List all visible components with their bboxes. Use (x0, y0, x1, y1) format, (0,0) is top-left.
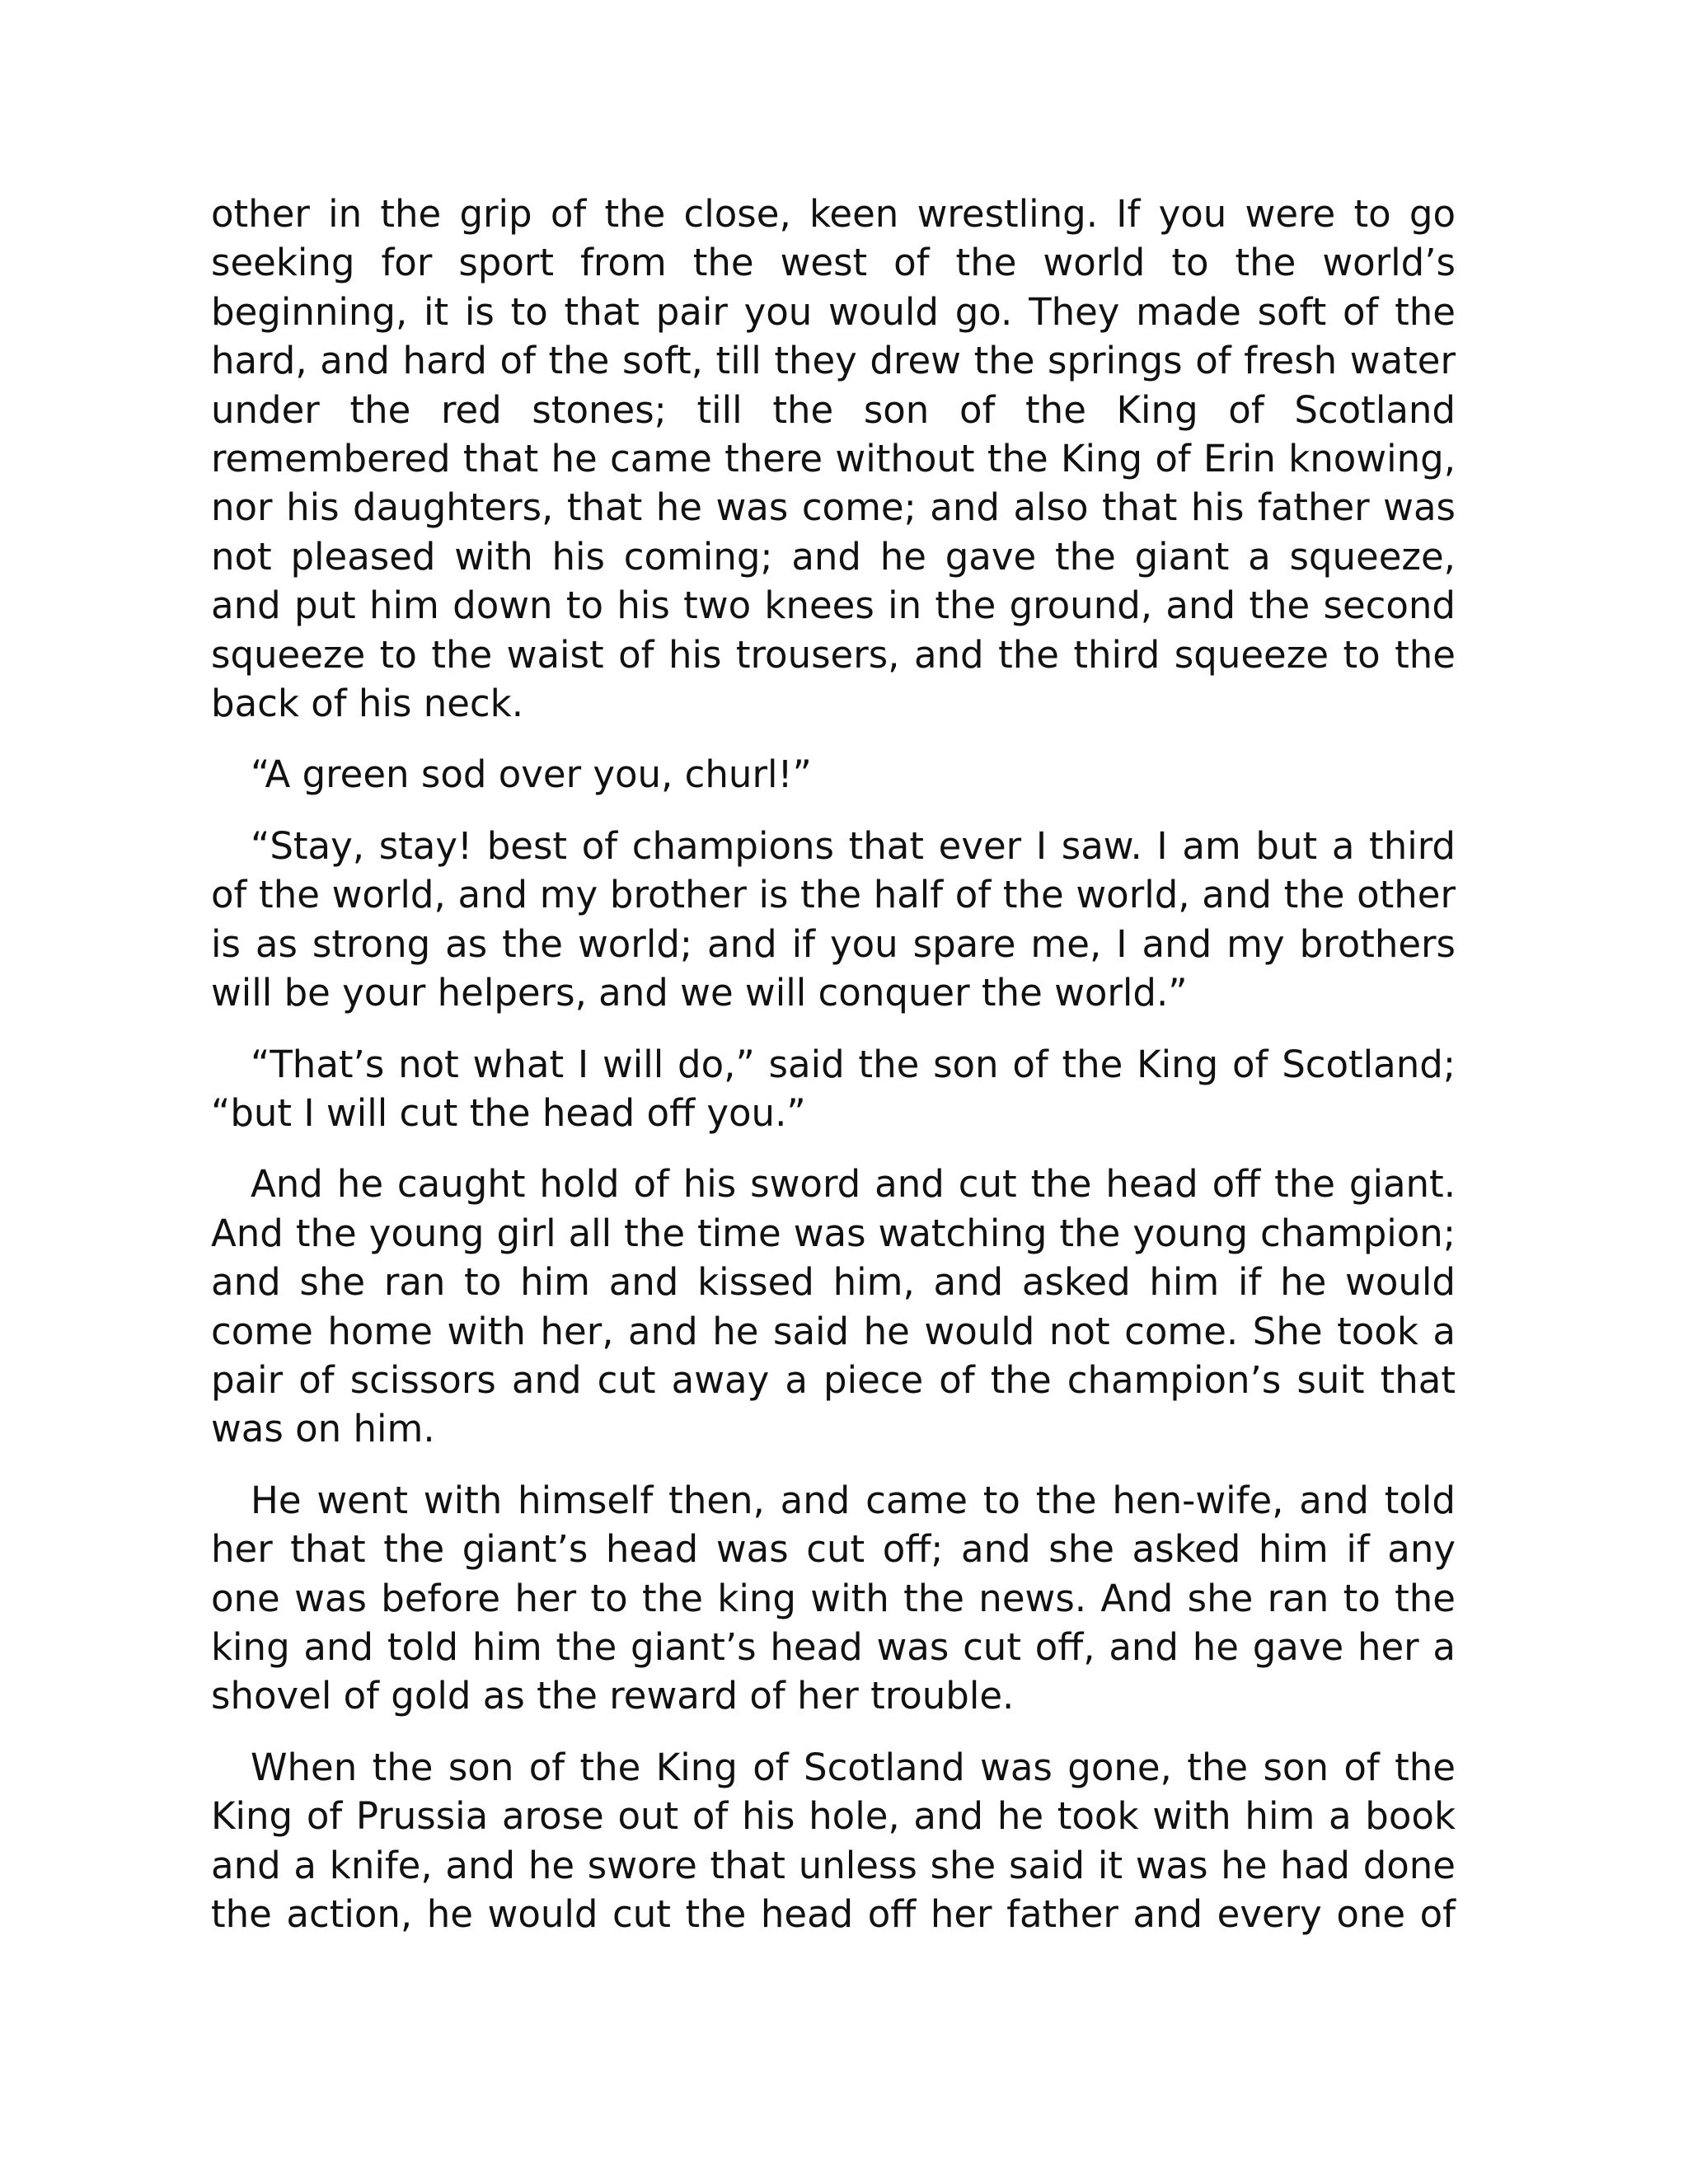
paragraph-prussia: When the son of the King of Scotland was gone, the son of the King of Prussia arose out of his hole, and he took with him a book and a knife, and he swore that unless she said it was he had done the action, he would cut the head off her father and every one of (211, 1745, 1456, 1936)
book-page (211, 190, 1456, 1938)
paragraph-refusal: “That’s not what I will do,” said the son of the King of Scotland; “but I will cut the head off you.” (211, 1042, 1456, 1135)
paragraph-beheading: And he caught hold of his sword and cut the head off the giant. And the young girl all the time was watching the young champion; and she ran to him and kissed him, and asked him if he would come home with her, and he said he would not come. She took a pair of scissors and cut away a piece of the champion’s suit that was on him. (211, 1162, 1456, 1451)
paragraph-hen-wife: He went with himself then, and came to the hen-wife, and told her that the giant’s head was cut off; and she asked him if any one was before her to the king with the news. And she ran to the king and told him the giant’s head was cut off, and he gave her a shovel of gold as the reward of her trouble. (211, 1478, 1456, 1718)
paragraph-giant-plea: “Stay, stay! best of champions that ever I saw. I am but a third of the world, and my brother is the half of the world, and the other is as strong as the world; and if you spare me, I and my brothers will be your helpers, and we will conquer the world.” (211, 823, 1456, 1015)
paragraph-wrestling: other in the grip of the close, keen wrestling. If you were to go seeking for sport from the west of the world to the world’s beginning, it is to that pair you would go. They made soft of the hard, and hard of the soft, till they drew the springs of fresh water under the red stones; till the son of the King of Scotland remembered that he came there without the King of Erin knowing, nor his daughters, that he was come; and also that his father was not pleased with his coming; and he gave the giant a squeeze, and put him down to his two knees in the ground, and the second squeeze to the waist of his trousers, and the third squeeze to the back of his neck. (211, 192, 1456, 726)
paragraph-green-sod: “A green sod over you, churl!” (251, 752, 812, 797)
